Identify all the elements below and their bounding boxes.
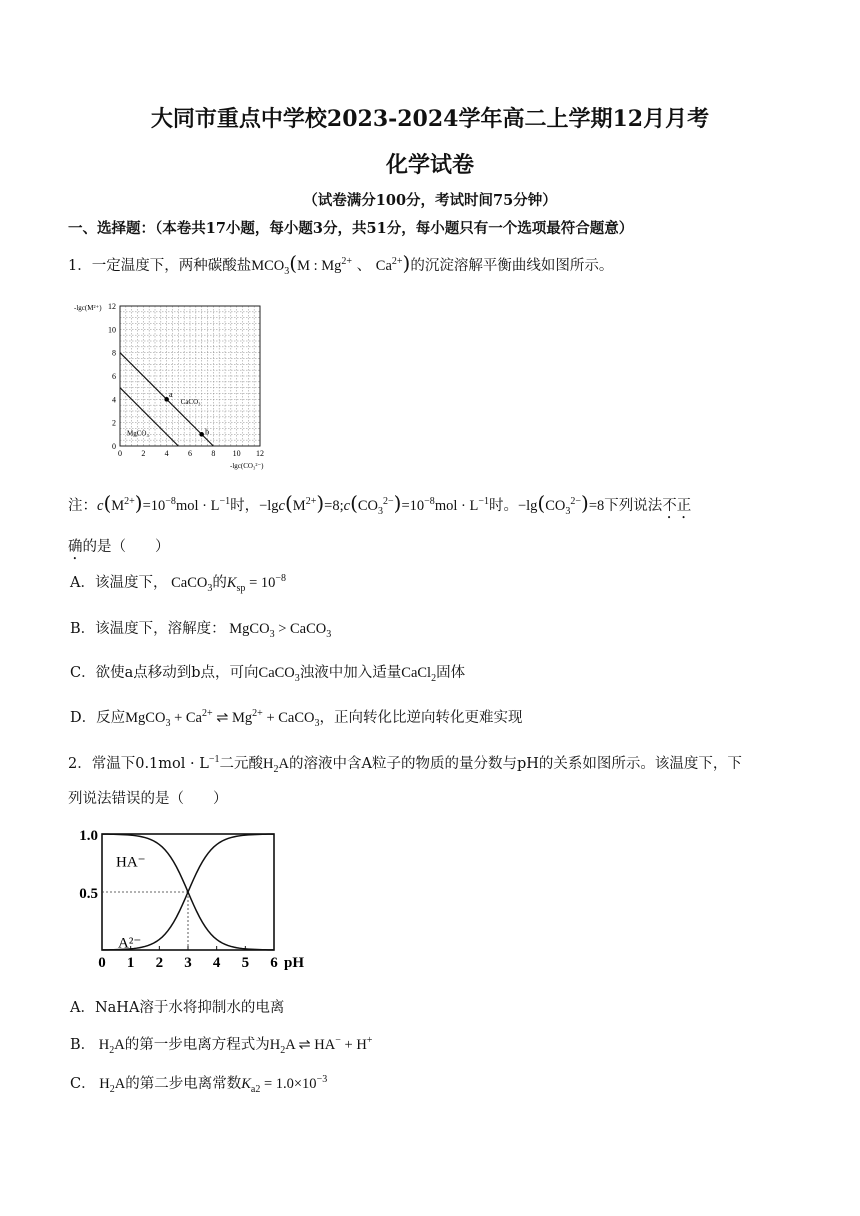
q1-option-d[interactable]: D．反应MgCO$_3$ + $Ca^{2+}$ ⇌ $Mg^{2+}$ + CaCO$_3$，正向转化比逆向转化更难实现 xyxy=(70,708,523,729)
q2-option-c[interactable]: C． $H_2A$的第二步电离常数$K_{a2} = 1.0\times 10^{-3}$ xyxy=(70,1074,328,1095)
q2-b-prefix: B． xyxy=(70,1037,96,1053)
series-label-a2: A²⁻ xyxy=(118,935,142,952)
y-tick-label: 6 xyxy=(112,372,116,381)
q1-chart xyxy=(70,296,280,476)
x-tick-label: 3 xyxy=(184,955,192,971)
x-tick-label: 1 xyxy=(126,955,135,971)
x-tick-label: 4 xyxy=(164,449,169,458)
y-tick-label: 8 xyxy=(112,348,116,358)
q1-option-a[interactable]: A．该温度下， CaCO$_3$的$K_{sp} = 10^{-8}$ xyxy=(70,573,287,594)
point-label-b: b xyxy=(205,427,210,437)
x-tick-label: 12 xyxy=(256,449,264,458)
q2-b-mid: 的第一步电离方程式为 xyxy=(124,1037,270,1053)
q1-option-c[interactable]: C．欲使a点移动到b点，可向CaCO$_3$浊液中加入适量CaCl$_2$固体 xyxy=(70,665,466,684)
note-emphasis: 不正 xyxy=(662,498,692,514)
q2-chart xyxy=(70,822,340,982)
q1-sep: 、 xyxy=(356,258,372,274)
option-a-de: 的 xyxy=(212,575,227,591)
q2-prefix: 2．常温下0.1mol · L xyxy=(68,756,209,772)
q1-stem: 1．一定温度下，两种碳酸盐$MCO_3(M$ : $Mg^{2+}$ 、 $Ca^{2+}$)的沉淀溶解平衡曲线如图所示。 xyxy=(68,251,614,277)
option-c-mid: 浊液中加入适量 xyxy=(299,665,402,681)
option-d-text: D．反应 xyxy=(70,710,126,726)
option-d-suffix: ，正向转化比逆向转化更难实现 xyxy=(319,710,523,726)
note-tail: 下列说法 xyxy=(604,498,663,514)
point-label-a: a xyxy=(169,390,173,399)
x-tick-label: 10 xyxy=(232,449,241,458)
exam-title: 大同市重点中学校2023-2024学年高二上学期12月月考 xyxy=(150,106,710,132)
x-tick-label: 0 xyxy=(118,449,122,458)
x-tick-label: 2 xyxy=(141,449,146,458)
y-tick-label: 2 xyxy=(112,418,116,428)
y-tick-label: 0.5 xyxy=(79,886,98,902)
q1-bracket: M : Mg xyxy=(297,258,342,274)
series-label-mgco3: MgCO₃ xyxy=(127,429,149,438)
note-unit: mol · L xyxy=(175,498,220,514)
option-c-text: C．欲使a点移动到b点，可向 xyxy=(70,665,259,681)
exam-info: （试卷满分100分，考试时间75分钟） xyxy=(303,192,557,209)
q2-option-a[interactable]: A．NaHA溶于水将抑制水的电离 xyxy=(70,1000,285,1016)
note-shi2: 时。 xyxy=(488,498,518,514)
y-tick-label: 1.0 xyxy=(79,828,98,844)
q1-note: 注：$c(M^{2+})=10^{-8}mol \cdot L^{-1}$时，$-\lg c(M^{2+})=8;c(CO_3^{2-})=10^{-8}mol \cdot L^{-1}$时。$-\lg(CO_3^{2-})=8$下列说法不正 xyxy=(68,491,692,517)
q1-stem-prefix: 1．一定温度下，两种碳酸盐 xyxy=(68,258,252,274)
y-axis-label: -lgc(M²⁺) xyxy=(74,304,102,312)
x-axis-label: -lgc(CO₃²⁻) xyxy=(230,462,264,470)
q1-stem-suffix: 的沉淀溶解平衡曲线如图所示。 xyxy=(410,258,614,274)
option-b-text: B．该温度下，溶解度： xyxy=(70,621,226,637)
section-heading: 一、选择题：（本卷共17小题，每小题3分，共51分，每小题只有一个选项最符合题意） xyxy=(68,220,634,237)
q2-suffix: 的溶液中含A粒子的物质的量分数与pH的关系如图所示。该温度下，下 xyxy=(288,756,742,772)
q2-stem: 2．常温下$0.1mol \cdot L^{-1}$二元酸$H_2A$的溶液中含A粒子的物质的量分数与pH的关系如图所示。该温度下，下 xyxy=(68,754,742,775)
series-label-ha: HA⁻ xyxy=(116,854,146,871)
q1-formula: $MCO_3$ xyxy=(251,258,290,277)
series-label-caco3: CaCO₃ xyxy=(180,398,201,406)
x-tick-label: 2 xyxy=(155,955,164,971)
y-tick-label: 4 xyxy=(112,395,116,405)
note-line2: 的是（ ） xyxy=(82,539,170,555)
q1-ca: Ca xyxy=(375,258,392,274)
note-shi: 时， xyxy=(230,498,260,514)
y-tick-label: 12 xyxy=(108,302,116,311)
q2-stem-line2: 列说法错误的是（ ） xyxy=(68,791,228,807)
q2-option-b[interactable]: B． $H_2A$的第一步电离方程式为$H_2A$ ⇌ HA− + H+ xyxy=(70,1035,373,1056)
q1-note-line2 xyxy=(68,535,170,563)
y-tick-label: 10 xyxy=(108,325,116,335)
option-a-text: A．该温度下， xyxy=(70,575,168,591)
note-prefix: 注： xyxy=(68,498,97,514)
x-axis-unit: pH xyxy=(284,955,305,971)
q2-c-prefix: C． xyxy=(70,1076,96,1092)
q2-c-mid: 的第二步电离常数 xyxy=(125,1076,242,1092)
x-tick-label: 8 xyxy=(211,449,216,458)
note-emphasis2: 确 xyxy=(68,539,83,555)
x-tick-label: 0 xyxy=(98,955,106,971)
y-tick-label: 0 xyxy=(112,442,116,451)
exam-subject: 化学试卷 xyxy=(385,152,474,178)
data-point-b xyxy=(199,432,204,437)
q1-option-b[interactable]: B．该温度下，溶解度： MgCO$_3$ > CaCO$_3$ xyxy=(70,621,332,640)
option-c-suffix: 固体 xyxy=(436,665,466,681)
x-tick-label: 6 xyxy=(188,449,192,458)
x-tick-label: 4 xyxy=(212,955,221,971)
x-tick-label: 5 xyxy=(241,955,250,971)
x-tick-label: 6 xyxy=(270,955,278,971)
q2-mid: 二元酸 xyxy=(219,756,263,772)
